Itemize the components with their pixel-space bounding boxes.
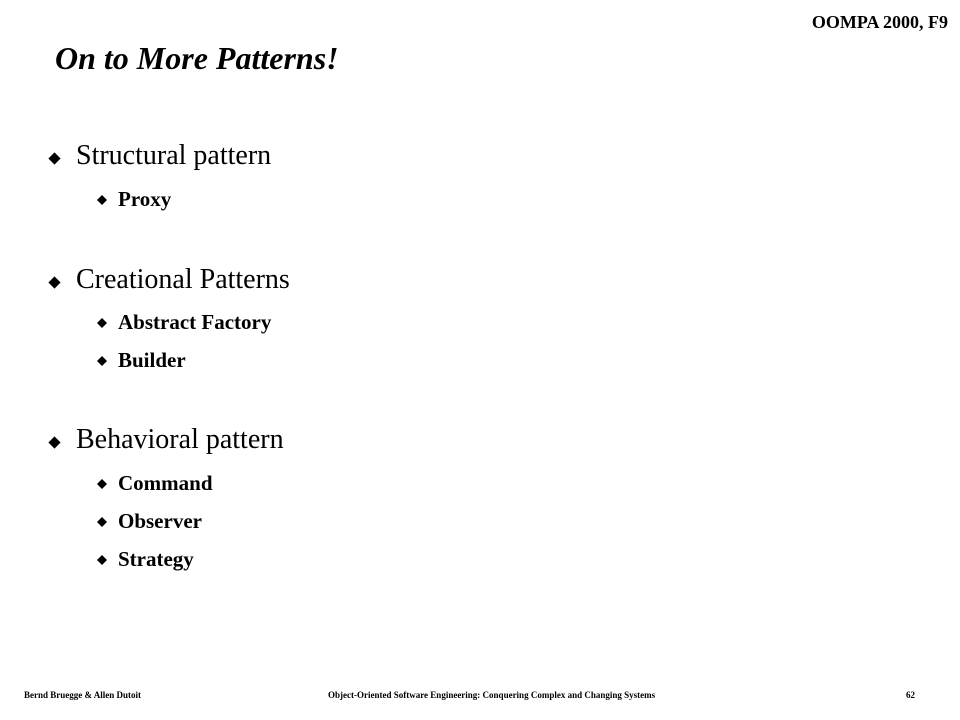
section-structural	[48, 140, 271, 172]
diamond-icon	[97, 195, 107, 205]
course-tag: OOMPA 2000, F9	[811, 12, 948, 32]
list-item-proxy	[97, 187, 171, 212]
diamond-icon	[97, 555, 107, 565]
section-creational	[48, 264, 290, 296]
section-label: Behavioral pattern	[76, 424, 284, 455]
list-item-label: Proxy	[118, 187, 172, 211]
list-item-label: Abstract Factory	[118, 310, 272, 334]
diamond-icon	[97, 479, 107, 489]
page-number: 62	[906, 690, 915, 700]
diamond-icon	[97, 517, 107, 527]
list-item-label: Command	[118, 471, 213, 495]
square-diamond-icon	[48, 436, 61, 449]
list-item-builder	[97, 348, 186, 373]
list-item-command	[97, 471, 213, 496]
list-item-label: Observer	[118, 509, 202, 533]
slide-footer	[0, 690, 960, 706]
list-item-observer	[97, 509, 202, 534]
diamond-icon	[97, 356, 107, 366]
square-diamond-icon	[48, 152, 61, 165]
section-label: Creational Patterns	[76, 264, 290, 295]
list-item-label: Builder	[118, 348, 186, 372]
section-label: Structural pattern	[76, 140, 272, 171]
list-item-strategy	[97, 547, 194, 572]
square-diamond-icon	[48, 276, 61, 289]
diamond-icon	[97, 318, 107, 328]
list-item-label: Strategy	[118, 547, 194, 571]
footer-authors: Bernd Bruegge & Allen Dutoit	[24, 690, 141, 700]
list-item-abstract-factory	[97, 310, 271, 335]
slide-title: On to More Patterns!	[55, 40, 339, 76]
section-behavioral	[48, 424, 284, 456]
footer-book-title: Object-Oriented Software Engineering: Conquering Complex and Changing Systems	[328, 690, 656, 700]
